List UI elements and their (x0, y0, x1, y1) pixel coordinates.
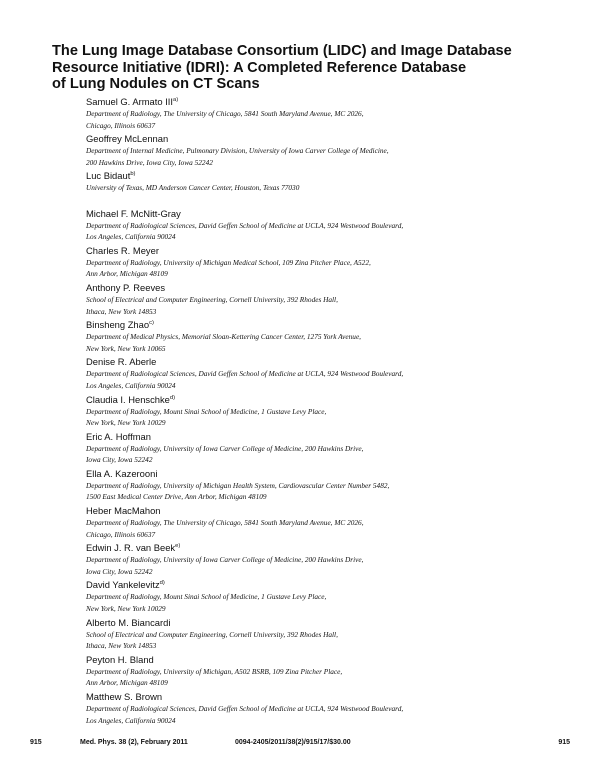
author-entry (86, 542, 556, 579)
author-affiliation-line: Iowa City, Iowa 52242 (86, 455, 153, 465)
author-affiliation-line: Department of Radiology, University of Michigan Health System, Cardiovascular Center Number 5482, (86, 480, 390, 490)
footer-journal: Med. Phys. 38 (2), February 2011 (80, 739, 188, 746)
author-affiliation-line: New York, New York 10065 (86, 343, 166, 353)
author-affiliation-line: School of Electrical and Computer Engineering, Cornell University, 392 Rhodes Hall, (86, 294, 338, 304)
author-affiliation-line: Ithaca, New York 14853 (86, 641, 157, 651)
author-name: Binsheng Zhao (86, 319, 150, 331)
author-name-line (86, 691, 556, 703)
author-name-line (86, 542, 556, 554)
author-name: Ella A. Kazerooni (86, 467, 158, 479)
author-footnote-marker[interactable]: c) (149, 320, 154, 327)
author-name-line (86, 394, 556, 406)
author-entry (86, 617, 556, 654)
author-name-line (86, 96, 556, 108)
author-name: Anthony P. Reeves (86, 281, 166, 293)
author-affiliation-line: Department of Radiological Sciences, David Geffen School of Medicine at UCLA, 924 Westwood Boulevard, (86, 220, 404, 230)
author-name: Denise R. Aberle (86, 356, 157, 368)
author-name: Samuel G. Armato III (86, 96, 174, 107)
author-affiliation-line: University of Texas, MD Anderson Cancer Center, Houston, Texas 77030 (86, 183, 300, 193)
author-name-line (86, 356, 556, 368)
author-footnote-marker[interactable]: a) (173, 97, 179, 103)
author-affiliation-line: 200 Hawkins Drive, Iowa City, Iowa 52242 (86, 157, 213, 167)
paper-title (52, 43, 552, 93)
author-affiliation-line: Ithaca, New York 14853 (86, 306, 157, 316)
author-name: David Yankelevitz (86, 579, 160, 591)
author-name-line (86, 468, 556, 480)
author-entry (86, 579, 556, 616)
author-entry (86, 468, 556, 505)
author-affiliation-line: 1500 East Medical Center Drive, Ann Arbor, Michigan 48109 (86, 492, 267, 502)
author-affiliation-line: Ann Arbor, Michigan 48109 (86, 678, 168, 688)
author-name: Matthew S. Brown (86, 691, 163, 702)
author-entry (86, 505, 556, 542)
author-affiliation-line: School of Electrical and Computer Engineering, Cornell University, 392 Rhodes Hall, (86, 629, 338, 639)
title-line-2: Resource Initiative (IDRI): A Completed Reference Database (52, 59, 467, 76)
author-entry (86, 133, 556, 170)
author-entry (86, 654, 556, 691)
author-name-line (86, 654, 556, 666)
title-line-1: The Lung Image Database Consortium (LIDC) and Image Database (52, 43, 512, 59)
author-affiliation-line: Department of Radiology, University of Iowa Carver College of Medicine, 200 Hawkins Drive, (86, 555, 364, 565)
author-footnote-marker[interactable]: d) (169, 394, 176, 401)
author-entry (86, 431, 556, 468)
author-affiliation-line: Department of Radiology, Mount Sinai School of Medicine, 1 Gustave Levy Place, (86, 592, 327, 602)
author-name: Peyton H. Bland (86, 653, 154, 665)
author-name-line (86, 170, 556, 182)
author-name-line (86, 282, 556, 294)
author-name-line (86, 617, 556, 629)
author-affiliation-line: Department of Radiological Sciences, David Geffen School of Medicine at UCLA, 924 Westwood Boulevard, (86, 704, 404, 713)
author-entry (86, 208, 556, 245)
author-affiliation-line: Department of Medical Physics, Memorial Sloan-Kettering Cancer Center, 1275 York Avenue, (86, 332, 362, 342)
author-list (86, 96, 556, 728)
author-affiliation-line: Los Angeles, California 90024 (86, 380, 176, 390)
author-name: Luc Bidaut (86, 170, 131, 182)
author-name-line (86, 431, 556, 443)
author-affiliation-line: Chicago, Illinois 60637 (86, 120, 156, 130)
author-name-line (86, 208, 556, 220)
author-name: Charles R. Meyer (86, 244, 159, 256)
author-entry (86, 319, 556, 356)
author-entry (86, 356, 556, 393)
author-name: Alberto M. Biancardi (86, 616, 171, 628)
author-affiliation-line: New York, New York 10029 (86, 604, 166, 614)
footer-code: 0094-2405/2011/38(2)/915/17/$30.00 (235, 739, 351, 746)
author-affiliation-line: New York, New York 10029 (86, 418, 166, 428)
author-affiliation-line: Department of Radiology, Mount Sinai School of Medicine, 1 Gustave Levy Place, (86, 406, 327, 416)
author-affiliation-line: Department of Radiological Sciences, David Geffen School of Medicine at UCLA, 924 Westwood Boulevard, (86, 369, 404, 379)
author-entry (86, 282, 556, 319)
page-footer (30, 739, 570, 751)
author-affiliation-line: Chicago, Illinois 60637 (86, 529, 156, 539)
author-affiliation-line: Iowa City, Iowa 52242 (86, 566, 153, 576)
author-entry (86, 245, 556, 282)
author-name: Eric A. Hoffman (86, 430, 151, 442)
author-affiliation-line: Ann Arbor, Michigan 48109 (86, 269, 168, 279)
author-entry (86, 394, 556, 431)
author-name: Claudia I. Henschke (86, 393, 170, 405)
author-entry (86, 691, 556, 728)
footer-page-number-right: 915 (558, 739, 570, 746)
author-affiliation-line: Department of Radiology, The University of Chicago, 5841 South Maryland Avenue, MC 2026, (86, 518, 364, 528)
author-entry (86, 96, 556, 133)
author-name-line (86, 245, 556, 257)
author-entry (86, 170, 556, 207)
author-name-line (86, 579, 556, 591)
author-footnote-marker[interactable]: d) (159, 580, 165, 587)
title-line-3: of Lung Nodules on CT Scans (52, 76, 260, 92)
author-name: Geoffrey McLennan (86, 133, 169, 145)
footer-page-number-left: 915 (30, 739, 42, 746)
author-name: Michael F. McNitt-Gray (86, 207, 181, 219)
author-affiliation-line: Department of Radiology, The University of Chicago, 5841 South Maryland Avenue, MC 2026, (86, 109, 364, 118)
author-affiliation-line: Department of Radiology, University of Michigan Medical School, 109 Zina Pitcher Place, A522, (86, 257, 371, 267)
author-name-line (86, 505, 556, 517)
author-affiliation-line: Los Angeles, California 90024 (86, 232, 176, 242)
author-affiliation-line: Department of Radiology, University of Michigan, A502 BSRB, 109 Zina Pitcher Place, (86, 666, 343, 676)
author-name: Edwin J. R. van Beek (86, 542, 176, 554)
author-affiliation-line: Department of Internal Medicine, Pulmonary Division, University of Iowa Carver College of Medicine, (86, 146, 389, 156)
author-name-line (86, 133, 556, 145)
author-footnote-marker[interactable]: b) (130, 171, 136, 178)
author-affiliation-line: Los Angeles, California 90024 (86, 715, 176, 725)
author-name: Heber MacMahon (86, 505, 161, 517)
author-affiliation-line: Department of Radiology, University of Iowa Carver College of Medicine, 200 Hawkins Drive, (86, 443, 364, 453)
author-name-line (86, 319, 556, 331)
author-footnote-marker[interactable]: e) (175, 543, 181, 550)
